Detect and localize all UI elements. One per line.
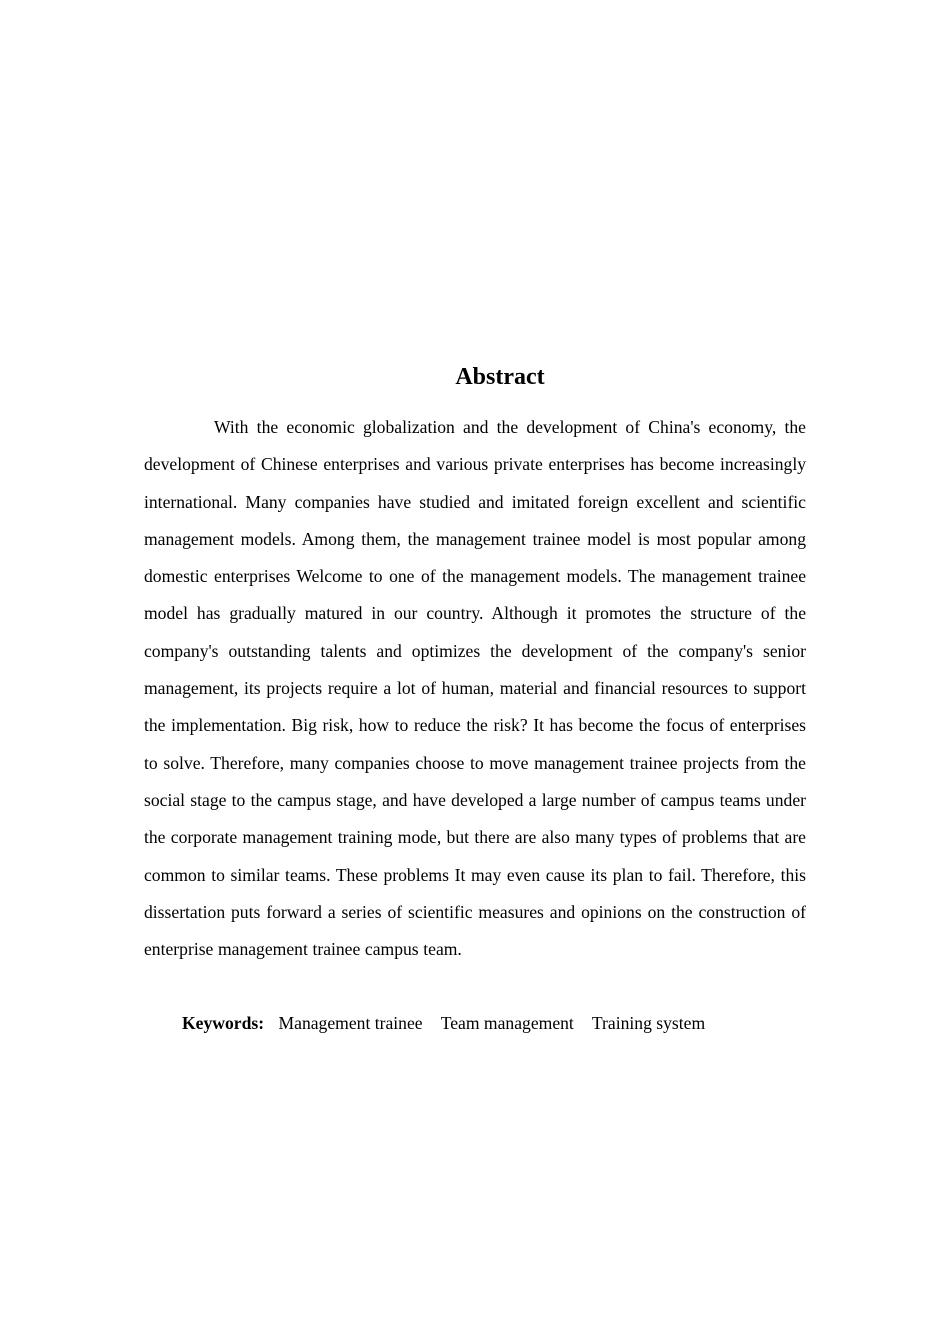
- keyword-item: Management trainee: [278, 1013, 423, 1033]
- keyword-item: Training system: [591, 1013, 706, 1033]
- abstract-body: With the economic globalization and the development of China's economy, the development of Chinese enterprises and various private enterprises has become increasingly international. Many companies have studied and imitated foreign excellent and scientific management models. Among them, the management trainee model is most popular among domestic enterprises Welcome to one of the management models. The management trainee model has gradually matured in our country. Although it promotes the structure of the company's outstanding talents and optimizes the development of the company's senior management, its projects require a lot of human, material and financial resources to support the implementation. Big risk, how to reduce the risk? It has become the focus of enterprises to solve. Therefore, many companies choose to move management trainee projects from the social stage to the campus stage, and have developed a large number of campus teams under the corporate management training mode, but there are also many types of problems that are common to similar teams. These problems It may even cause its plan to fail. Therefore, this dissertation puts forward a series of scientific measures and opinions on the construction of enterprise management trainee campus team.: [144, 417, 806, 960]
- abstract-title: Abstract: [455, 364, 545, 390]
- keywords-label: Keywords:: [182, 1013, 265, 1033]
- keywords-line: [182, 1010, 719, 1036]
- keyword-item: Team management: [440, 1013, 574, 1033]
